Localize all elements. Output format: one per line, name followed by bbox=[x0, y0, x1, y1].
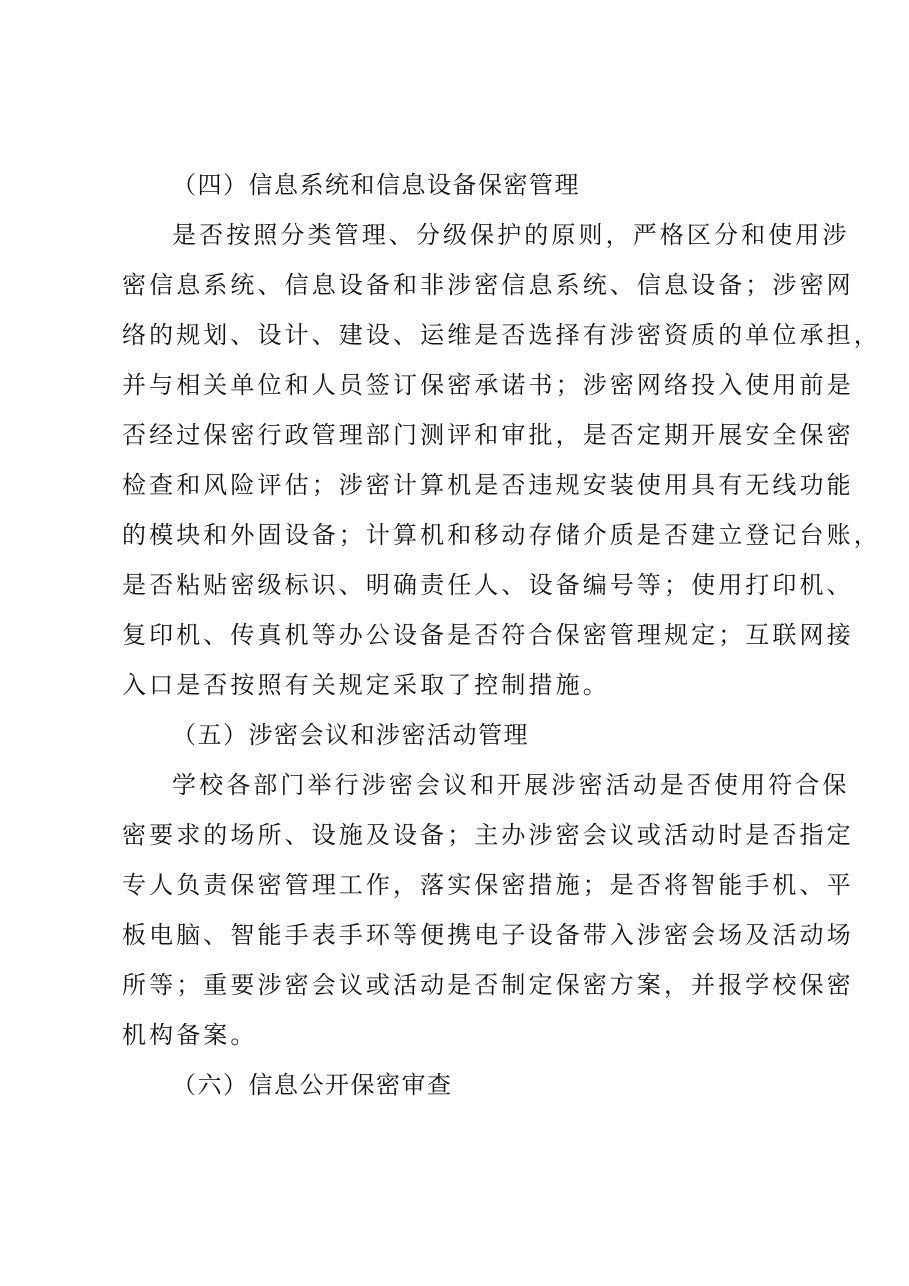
paragraph-line: 是否按照分类管理、分级保护的原则，严格区分和使用涉 bbox=[172, 221, 850, 249]
paragraph-line: 络的规划、设计、建设、运维是否选择有涉密资质的单位承担， bbox=[122, 321, 881, 349]
paragraph-line: 所等；重要涉密会议或活动是否制定保密方案，并报学校保密 bbox=[122, 971, 854, 999]
paragraph-line: 密要求的场所、设施及设备；主办涉密会议或活动时是否指定 bbox=[122, 821, 854, 849]
paragraph-line: 并与相关单位和人员签订保密承诺书；涉密网络投入使用前是 bbox=[122, 371, 854, 399]
paragraph-line: 的模块和外固设备；计算机和移动存储介质是否建立登记台账， bbox=[122, 521, 881, 549]
section-heading-4: （四）信息系统和信息设备保密管理 bbox=[172, 171, 580, 199]
paragraph-line: 专人负责保密管理工作，落实保密措施；是否将智能手机、平 bbox=[122, 871, 854, 899]
paragraph-line: 入口是否按照有关规定采取了控制措施。 bbox=[122, 671, 610, 699]
section-heading-6: （六）信息公开保密审查 bbox=[172, 1071, 453, 1099]
paragraph-line: 检查和风险评估；涉密计算机是否违规安装使用具有无线功能 bbox=[122, 471, 854, 499]
paragraph-line: 是否粘贴密级标识、明确责任人、设备编号等；使用打印机、 bbox=[122, 571, 854, 599]
section-heading-5: （五）涉密会议和涉密活动管理 bbox=[172, 721, 529, 749]
paragraph-line: 密信息系统、信息设备和非涉密信息系统、信息设备；涉密网 bbox=[122, 271, 854, 299]
paragraph-line: 复印机、传真机等办公设备是否符合保密管理规定；互联网接 bbox=[122, 621, 854, 649]
paragraph-line: 机构备案。 bbox=[122, 1021, 258, 1049]
paragraph-line: 否经过保密行政管理部门测评和审批，是否定期开展安全保密 bbox=[122, 421, 854, 449]
paragraph-line: 板电脑、智能手表手环等便携电子设备带入涉密会场及活动场 bbox=[122, 921, 854, 949]
paragraph-line: 学校各部门举行涉密会议和开展涉密活动是否使用符合保 bbox=[172, 771, 850, 799]
